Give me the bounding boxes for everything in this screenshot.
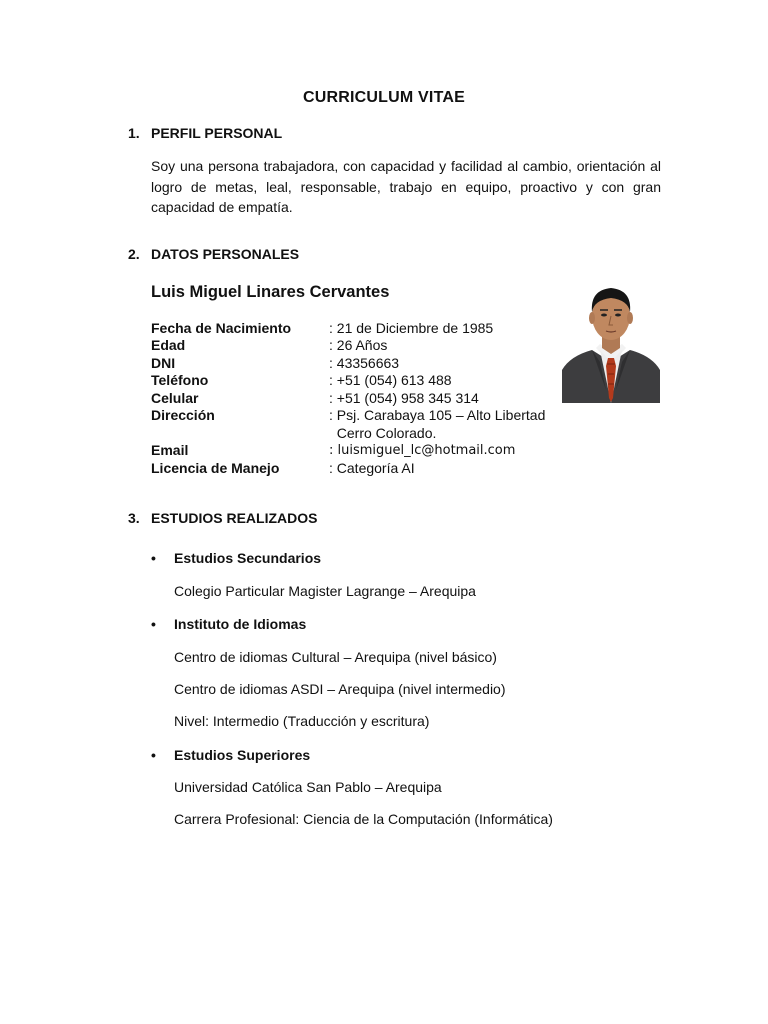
section-number: 1. [128, 125, 140, 141]
study-detail: Carrera Profesional: Ciencia de la Computación (Informática) [174, 811, 553, 827]
profile-paragraph: Soy una persona trabajadora, con capacidad y facilidad al cambio, orientación al logro de metas, leal, responsable, trabajo en equipo, proactivo y con gran capacidad de empatía. [151, 158, 661, 215]
study-detail: Centro de idiomas Cultural – Arequipa (nivel básico) [174, 649, 497, 665]
study-detail: Nivel: Intermedio (Traducción y escritura) [174, 713, 430, 729]
data-label: Licencia de Manejo [151, 459, 280, 476]
section-title: PERFIL PERSONAL [151, 125, 283, 141]
data-label: Edad [151, 337, 186, 354]
section-title: DATOS PERSONALES [151, 246, 300, 262]
study-category-title: Instituto de Idiomas [174, 616, 307, 632]
data-label: Teléfono [151, 372, 209, 389]
section-heading-profile [128, 125, 282, 141]
data-value-continuation: Cerro Colorado. [329, 425, 437, 441]
bullet-icon: • [151, 550, 156, 566]
section-number: 3. [128, 510, 140, 526]
data-label: Email [151, 442, 189, 458]
profile-photo [562, 278, 660, 403]
data-value: : 43356663 [329, 354, 400, 371]
data-label: Fecha de Nacimiento [151, 320, 292, 336]
study-detail: Centro de idiomas ASDI – Arequipa (nivel intermedio) [174, 681, 506, 697]
data-value: : Categoría AI [329, 459, 415, 476]
data-label: Dirección [151, 407, 215, 423]
data-value: : +51 (054) 613 488 [329, 372, 452, 389]
section-title: ESTUDIOS REALIZADOS [151, 510, 318, 526]
document-title: CURRICULUM VITAE [302, 89, 465, 106]
data-value: : 21 de Diciembre de 1985 [329, 320, 494, 336]
data-value: : Psj. Carabaya 105 – Alto Libertad [329, 407, 546, 423]
study-detail: Colegio Particular Magister Lagrange – Arequipa [174, 583, 476, 599]
section-heading-studies [128, 510, 317, 526]
email-value: : luismiguel_lc@hotmail.com [329, 443, 516, 458]
study-category-title: Estudios Secundarios [174, 550, 322, 566]
section-number: 2. [128, 246, 140, 262]
study-detail: Universidad Católica San Pablo – Arequipa [174, 779, 442, 795]
section-heading-personal-data [128, 246, 299, 262]
data-value: : 26 Años [329, 337, 388, 354]
study-category-higher [151, 747, 310, 763]
data-label: DNI [151, 354, 176, 371]
person-name: Luis Miguel Linares Cervantes [151, 283, 390, 301]
data-label: Celular [151, 389, 199, 406]
bullet-icon: • [151, 616, 156, 632]
study-category-title: Estudios Superiores [174, 747, 311, 763]
data-value: : +51 (054) 958 345 314 [329, 389, 479, 406]
study-category-secondary [151, 550, 321, 566]
bullet-icon: • [151, 747, 156, 763]
study-category-languages [151, 616, 306, 632]
